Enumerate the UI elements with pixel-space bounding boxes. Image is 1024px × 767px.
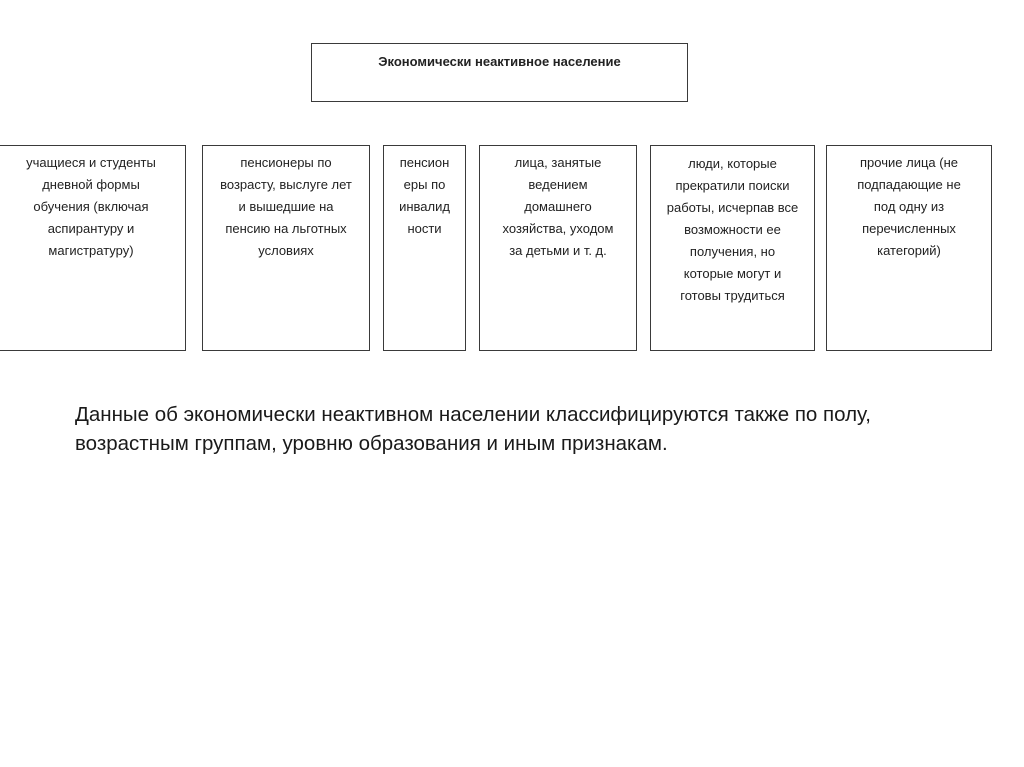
- category-box-age-pensioners: [202, 145, 370, 351]
- category-label-discouraged-workers: люди, которые прекратили поиски работы, исчерпав все возможности ее получения, но которые могут и готовы трудиться: [666, 156, 799, 303]
- category-box-discouraged-workers: [650, 145, 815, 351]
- category-box-disability-pensioners: [383, 145, 466, 351]
- category-label-age-pensioners: пенсионеры по возрасту, выслуге лет и вышедшие на пенсию на льготных условиях: [220, 155, 352, 258]
- category-box-students: [0, 145, 186, 351]
- category-label-homemakers: лица, занятые ведением домашнего хозяйства, уходом за детьми и т. д.: [502, 155, 614, 258]
- category-label-disability-pensioners: пенсион еры по инвалид ности: [399, 155, 450, 236]
- root-node-box: [311, 43, 688, 102]
- category-box-other: [826, 145, 992, 351]
- category-label-students: учащиеся и студенты дневной формы обучения (включая аспирантуру и магистратуру): [26, 155, 156, 258]
- category-box-homemakers: [479, 145, 637, 351]
- classification-note: Данные об экономически неактивном населении классифицируются также по полу, возрастным группам, уровню образования и иным признакам.: [75, 403, 871, 455]
- root-node-label: Экономически неактивное население: [378, 54, 621, 69]
- category-label-other: прочие лица (не подпадающие не под одну из перечисленных категорий): [857, 155, 961, 258]
